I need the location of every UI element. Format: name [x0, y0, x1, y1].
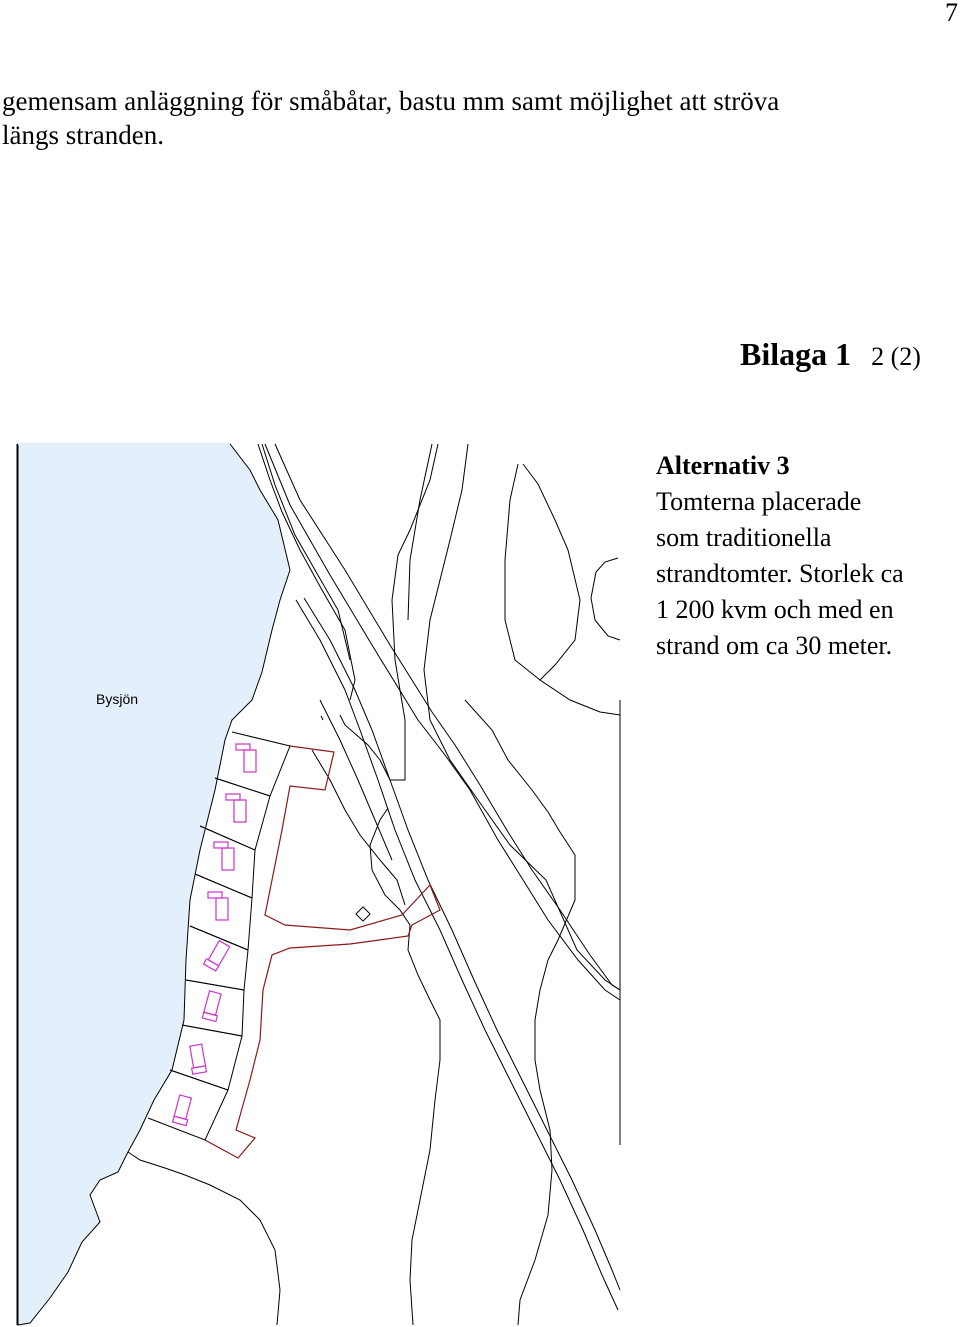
- shoreline-south: [128, 1152, 280, 1325]
- caption-line-3: strandtomter. Storlek ca: [656, 559, 904, 588]
- intro-line-2: längs stranden.: [2, 120, 164, 150]
- house-8: [173, 1095, 194, 1126]
- house-6: [202, 991, 223, 1022]
- caption-line-2: som traditionella: [656, 523, 832, 552]
- page-number: 7: [945, 0, 958, 27]
- appendix-title: Bilaga 1: [740, 336, 852, 372]
- access-road: [205, 746, 440, 1158]
- lake-water: [18, 444, 290, 1325]
- house-2: [226, 794, 246, 822]
- house-5: [204, 940, 230, 971]
- alternative-caption: [656, 448, 956, 664]
- caption-line-4: 1 200 kvm och med en: [656, 595, 894, 624]
- lake-label: Bysjön: [96, 691, 139, 707]
- intro-line-1: gemensam anläggning för småbåtar, bastu mm samt möjlighet att ströva: [2, 86, 780, 116]
- caption-title: Alternativ 3: [656, 451, 790, 480]
- house-7: [188, 1044, 207, 1074]
- caption-line-1: Tomterna placerade: [656, 487, 862, 516]
- house-1: [236, 744, 256, 772]
- house-4: [208, 892, 228, 920]
- railway-lines: [265, 444, 620, 1310]
- map-dot: [321, 716, 323, 720]
- caption-line-5: strand om ca 30 meter.: [656, 631, 893, 660]
- appendix-page: 2 (2): [871, 342, 921, 371]
- small-building: [356, 907, 370, 921]
- house-3: [214, 842, 234, 870]
